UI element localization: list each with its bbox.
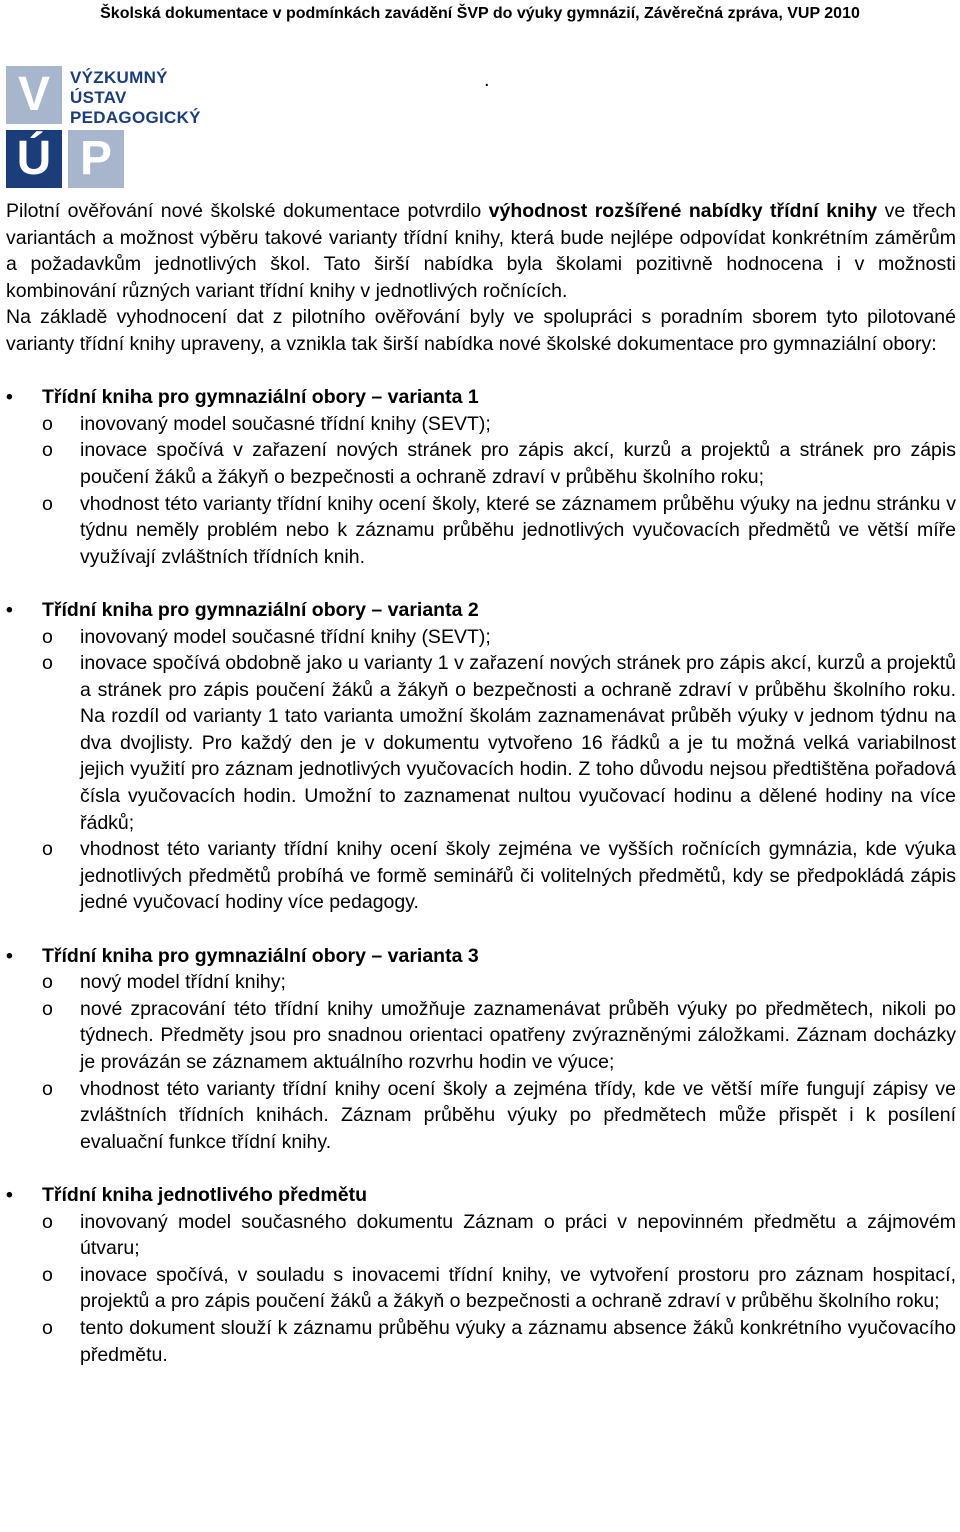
list-item-text: vhodnost této varianty třídní knihy ocení školy zejména ve vyšších ročnících gymnázia, kde výuka jednotlivých předmětů probíhá ve formě seminářů či volitelných předmětů, kdy se předpokládá zápis jedné vyučovací hodiny více pedagogy. <box>80 838 956 914</box>
list-item <box>6 411 956 438</box>
section-title <box>6 1182 956 1209</box>
list-item <box>6 969 956 996</box>
sub-bullet-icon: o <box>42 652 53 675</box>
list-item <box>6 624 956 651</box>
list-item-text: vhodnost této varianty třídní knihy ocení školy a zejména třídy, kde ve větší míře fungují zápisy ve zvláštních třídních knihách. Záznam průběhu výuky po předmětech může přispět i k posílení evaluační funkce třídní knihy. <box>80 1077 956 1153</box>
sub-bullet-icon: o <box>42 1316 53 1339</box>
sub-bullet-icon: o <box>42 412 53 435</box>
sub-bullet-icon: o <box>42 439 53 462</box>
bullet-icon: • <box>6 598 13 621</box>
sub-bullet-icon: o <box>42 997 53 1020</box>
list-item-text: inovace spočívá v zařazení nových stránek pro zápis akcí, kurzů a projektů a stránek pro zápis poučení žáků a žákyň o bezpečnosti a ochraně zdraví v průběhu školního roku; <box>80 439 956 488</box>
list-item-text: inovovaný model současné třídní knihy (SEVT); <box>80 412 491 435</box>
list-item <box>6 1262 956 1315</box>
list-item-text: inovovaný model současné třídní knihy (SEVT); <box>80 625 491 648</box>
list-item <box>6 1076 956 1156</box>
sub-bullet-icon: o <box>42 625 53 648</box>
list-item-text: inovace spočívá, v souladu s inovacemi třídní knihy, ve vytvoření prostoru pro záznam hospitací, projektů a pro zápis poučení žáků a žákyň o bezpečnosti a ochraně zdraví v průběhu školního roku; <box>80 1263 956 1313</box>
logo-square-u: Ú <box>6 130 62 188</box>
section-title <box>6 597 956 624</box>
list-item <box>6 437 956 490</box>
bullet-icon: • <box>6 1183 13 1206</box>
section-title-text: Třídní kniha pro gymnaziální obory – varianta 1 <box>42 386 479 409</box>
list-item-text: nové zpracování této třídní knihy umožňuje zaznamenávat průběh výuky po předmětech, nikoli po týdnech. Předměty jsou pro snadnou orientaci opatřeny zvýrazněnými záložkami. Záznam docházky je provázán se záznamem aktuálního rozvrhu hodin ve výuce; <box>80 997 956 1073</box>
intro-paragraph-2: Na základě vyhodnocení dat z pilotního ověřování byly ve spolupráci s poradním sborem tyto pilotované varianty třídní knihy upraveny, a vznikla tak širší nabídka nové školské dokumentace pro gymnaziální obory: <box>6 306 956 355</box>
sub-bullet-icon: o <box>42 838 53 861</box>
sub-bullet-icon: o <box>42 1210 53 1233</box>
page-header: Školská dokumentace v podmínkách zavádění ŠVP do výuky gymnázií, Závěrečná zpráva, VUP 2010 <box>100 5 860 22</box>
section-title <box>6 943 956 970</box>
section-title-text: Třídní kniha jednotlivého předmětu <box>42 1183 368 1206</box>
list-item-text: nový model třídní knihy; <box>80 971 286 994</box>
list-item <box>6 1315 956 1368</box>
logo-square-v: V <box>6 66 62 124</box>
section <box>6 597 956 916</box>
logo-square-p: P <box>68 130 124 188</box>
list-item-text: vhodnost této varianty třídní knihy ocení školy, které se záznamem průběhu výuky na jednu stránku v týdnu neměly problém nebo k záznamu průběhu jednotlivých vyučovacích předmětů ve větší míře využívají zvláštních třídních knih. <box>80 492 956 568</box>
list-item <box>6 996 956 1076</box>
sub-bullet-icon: o <box>42 1263 53 1286</box>
list-item <box>6 1209 956 1262</box>
bullet-icon: • <box>6 944 13 967</box>
bullet-icon: • <box>6 386 13 409</box>
logo-wordmark: VÝZKUMNÝ ÚSTAV PEDAGOGICKÝ <box>70 68 201 127</box>
intro-paragraph-1: Pilotní ověřování nové školské dokumentace potvrdilo výhodnost rozšířené nabídky třídní knihy ve třech variantách a možnost výběru takové varianty třídní knihy, která bude nejlépe odpovídat konkrétním záměrům a požadavkům jednotlivých škol. Tato širší nabídka byla školami pozitivně hodnocena i v možnosti kombinování různých variant třídní knihy v jednotlivých ročnících. <box>6 200 956 302</box>
section <box>6 943 956 1156</box>
section <box>6 384 956 570</box>
list-item <box>6 650 956 836</box>
list-item <box>6 491 956 571</box>
sub-bullet-icon: o <box>42 492 53 515</box>
section-title-text: Třídní kniha pro gymnaziální obory – varianta 3 <box>42 944 479 967</box>
section-list <box>6 384 956 1368</box>
sub-bullet-icon: o <box>42 1077 53 1100</box>
list-item-text: tento dokument slouží k záznamu průběhu výuky a záznamu absence žáků konkrétního vyučovacího předmětu. <box>80 1316 956 1366</box>
section-title-text: Třídní kniha pro gymnaziální obory – varianta 2 <box>42 598 479 621</box>
vup-logo <box>6 66 206 190</box>
stray-dot: . <box>484 69 490 91</box>
list-item-text: inovace spočívá obdobně jako u varianty 1 v zařazení nových stránek pro zápis akcí, kurzů a projektů a stránek pro zápis poučení žáků a žákyň o bezpečnosti a ochraně zdraví v průběhu školního roku. Na rozdíl od varianty 1 tato varianta umožní školám zaznamenávat průběh výuky v jednom týdnu na dva dvojlisty. Pro každý den je v dokumentu vytvořeno 16 řádků a je tu možná velká variabilnost jejich využití pro záznam jednotlivých vyučovacích hodin. Z toho důvodu nejsou předtištěna pořadová čísla vyučovacích hodin. Umožní to zaznamenat nultou vyučovací hodinu a dělené hodiny na více řádků; <box>80 652 956 834</box>
section <box>6 1182 956 1368</box>
list-item <box>6 836 956 916</box>
document-body <box>6 198 956 1368</box>
section-title <box>6 384 956 411</box>
sub-bullet-icon: o <box>42 971 53 994</box>
list-item-text: inovovaný model současného dokumentu Záznam o práci v nepovinném předmětu a zájmovém útvaru; <box>80 1210 956 1260</box>
